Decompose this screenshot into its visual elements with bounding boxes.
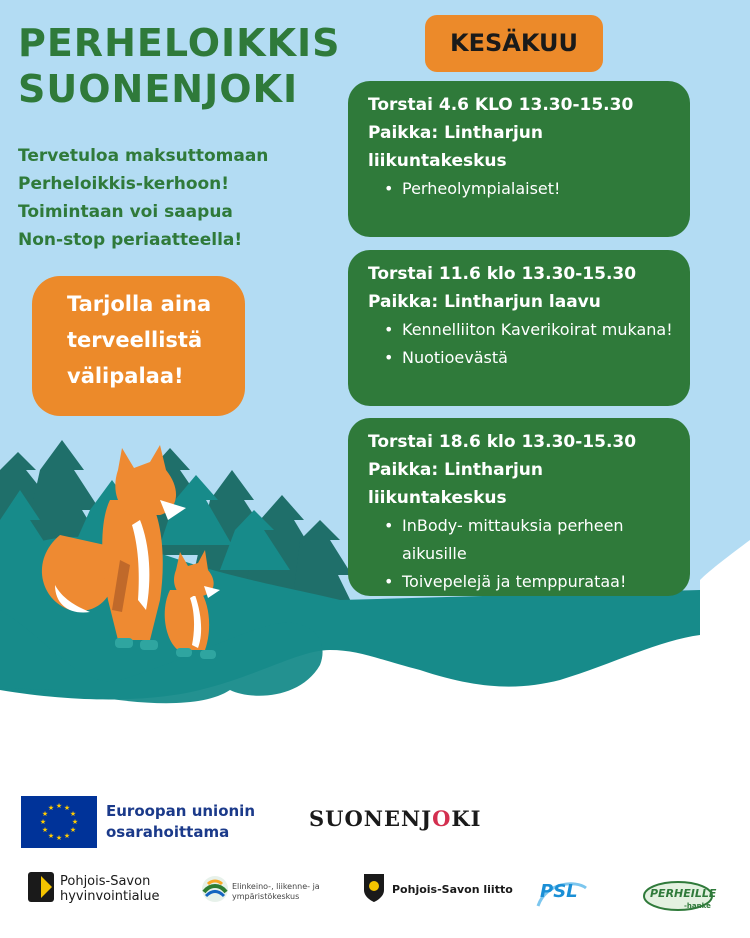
page-title [18, 20, 341, 112]
svg-text:★: ★ [55, 802, 63, 810]
ely-line-2: ympäristökeskus [232, 892, 300, 901]
intro-line: Non-stop periaatteella! [18, 230, 243, 250]
event-title: Torstai 18.6 klo 13.30-15.30 [368, 432, 637, 452]
event-title: Torstai 11.6 klo 13.30-15.30 [368, 264, 637, 284]
perheille-sub: -hanke [684, 902, 711, 910]
eu-line-2: osarahoittama [106, 823, 230, 841]
svg-text:★: ★ [47, 832, 55, 840]
ely-mark-icon [200, 874, 230, 904]
snack-line: Tarjolla aina [67, 292, 212, 316]
eu-line-1: Euroopan unionin [106, 802, 255, 820]
svg-text:★: ★ [63, 832, 71, 840]
event-place: Paikka: Lintharjun liikuntakeskus [368, 460, 543, 508]
suonenjoki-logo [309, 806, 481, 831]
intro-line: Toimintaan voi saapua [18, 202, 233, 222]
svg-text:★: ★ [41, 810, 49, 818]
strawberry-icon: O [432, 806, 452, 831]
eu-flag-icon [21, 796, 97, 848]
event-item: • Nuotioevästä [384, 344, 678, 372]
pshv-line-1: Pohjois-Savon [60, 874, 151, 889]
intro-line: Tervetuloa maksuttomaan [18, 146, 269, 166]
event-card [348, 250, 690, 406]
svg-text:★: ★ [69, 810, 77, 818]
svg-text:★: ★ [41, 826, 49, 834]
event-card [348, 81, 690, 237]
svg-text:★: ★ [69, 826, 77, 834]
pshv-line-2: hyvinvointialue [60, 889, 160, 904]
month-badge: KESÄKUU [425, 15, 603, 72]
event-items [368, 316, 678, 372]
event-items [368, 512, 678, 596]
title-line-1: PERHELOIKKIS [18, 21, 341, 65]
ely-line-1: Elinkeino-, liikenne- ja [232, 882, 320, 891]
event-item: • InBody- mittauksia perheen aikusille [384, 512, 678, 568]
suonenjoki-logo-part: KI [451, 806, 482, 831]
eu-funding-text [106, 801, 255, 843]
pshv-mark-icon [28, 872, 54, 902]
event-place: Paikka: Lintharjun laavu [368, 292, 601, 312]
svg-text:★: ★ [63, 804, 71, 812]
svg-text:★: ★ [55, 834, 63, 842]
svg-text:★: ★ [39, 818, 47, 826]
liitto-text: Pohjois-Savon liitto [392, 883, 513, 896]
title-line-2: SUONENJOKI [18, 67, 299, 111]
intro-line: Perheloikkis-kerhoon! [18, 174, 230, 194]
svg-text:★: ★ [71, 818, 79, 826]
event-card [348, 418, 690, 596]
svg-text:★: ★ [47, 804, 55, 812]
event-item: • Toivepelejä ja temppurataa! [384, 568, 678, 596]
event-items [368, 175, 678, 203]
psl-text: PSL [540, 881, 578, 902]
perheille-text: PERHEILLE [650, 887, 717, 900]
event-item: • Kennelliiton Kaverikoirat mukana! [384, 316, 678, 344]
event-item: • Perheolympialaiset! [384, 175, 678, 203]
event-title: Torstai 4.6 KLO 13.30-15.30 [368, 95, 634, 115]
snack-line: välipalaa! [67, 364, 184, 388]
intro-text [18, 142, 268, 254]
snack-line: terveellistä [67, 328, 203, 352]
event-place: Paikka: Lintharjun liikuntakeskus [368, 123, 543, 171]
snack-badge [32, 276, 245, 416]
suonenjoki-logo-part: SUONENJ [309, 806, 433, 831]
coat-of-arms-icon [362, 872, 386, 904]
